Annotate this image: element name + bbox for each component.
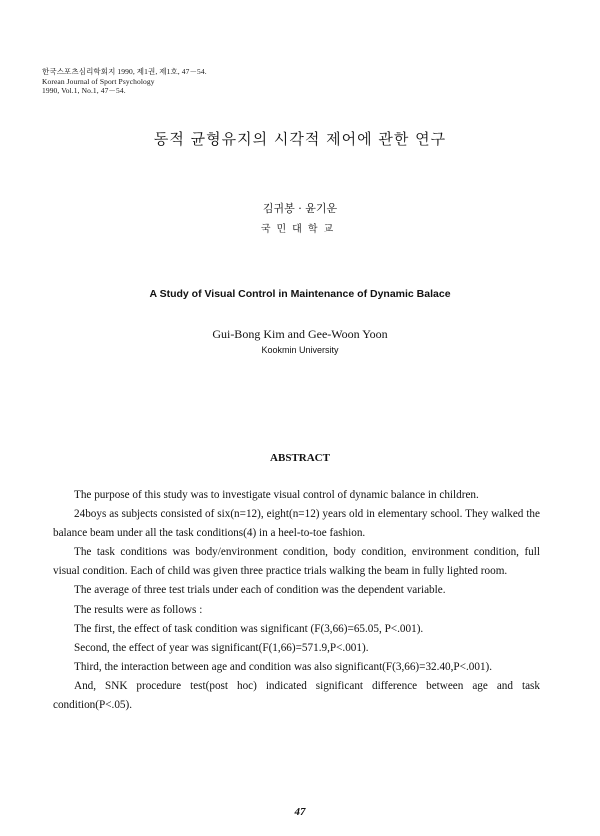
- abstract-paragraph: The task conditions was body/environment condition, body condition, environment condition, full visual condition. Each of child was given three practice trials walking the beam in fully lighted room.: [53, 546, 540, 578]
- journal-header: [42, 67, 207, 96]
- header-line-volume: 1990, Vol.1, No.1, 47－54.: [42, 86, 126, 96]
- header-line-journal: Korean Journal of Sport Psychology: [42, 76, 155, 86]
- authors-english: Gui-Bong Kim and Gee-Woon Yoon: [212, 327, 388, 341]
- title-korean: 동적 균형유지의 시각적 제어에 관한 연구: [153, 130, 447, 148]
- abstract-paragraph: The average of three test trials under each of condition was the dependent variable.: [74, 584, 446, 597]
- abstract-paragraph: The results were as follows :: [74, 603, 203, 616]
- header-line-korean: 한국스포츠심리학회지 1990, 제1권, 제1호, 47－54.: [42, 67, 207, 76]
- abstract-paragraph: Second, the effect of year was significant(F(1,66)=571.9,P<.001).: [74, 641, 369, 654]
- university-english: Kookmin University: [261, 345, 339, 355]
- abstract-paragraph: Third, the interaction between age and condition was also significant(F(3,66)=32.40,P<.001).: [74, 660, 493, 673]
- abstract-paragraph: The purpose of this study was to investigate visual control of dynamic balance in children.: [74, 489, 479, 501]
- abstract-paragraph: And, SNK procedure test(post hoc) indicated significant difference between age and task condition(P<.05).: [53, 679, 540, 712]
- abstract-paragraph: The first, the effect of task condition was significant (F(3,66)=65.05, P<.001).: [74, 622, 424, 635]
- abstract-body: [53, 486, 540, 715]
- title-english: A Study of Visual Control in Maintenance of Dynamic Balace: [149, 288, 451, 300]
- university-korean: 국민대학교: [260, 224, 340, 235]
- authors-korean: 김귀봉 · 윤기운: [262, 202, 338, 215]
- page-number: 47: [294, 806, 306, 818]
- abstract-heading: ABSTRACT: [270, 452, 330, 464]
- abstract-paragraph: 24boys as subjects consisted of six(n=12), eight(n=12) years old in elementary school. They walked the balance beam under all the task conditions(4) in a heel-to-toe fashion.: [53, 508, 540, 540]
